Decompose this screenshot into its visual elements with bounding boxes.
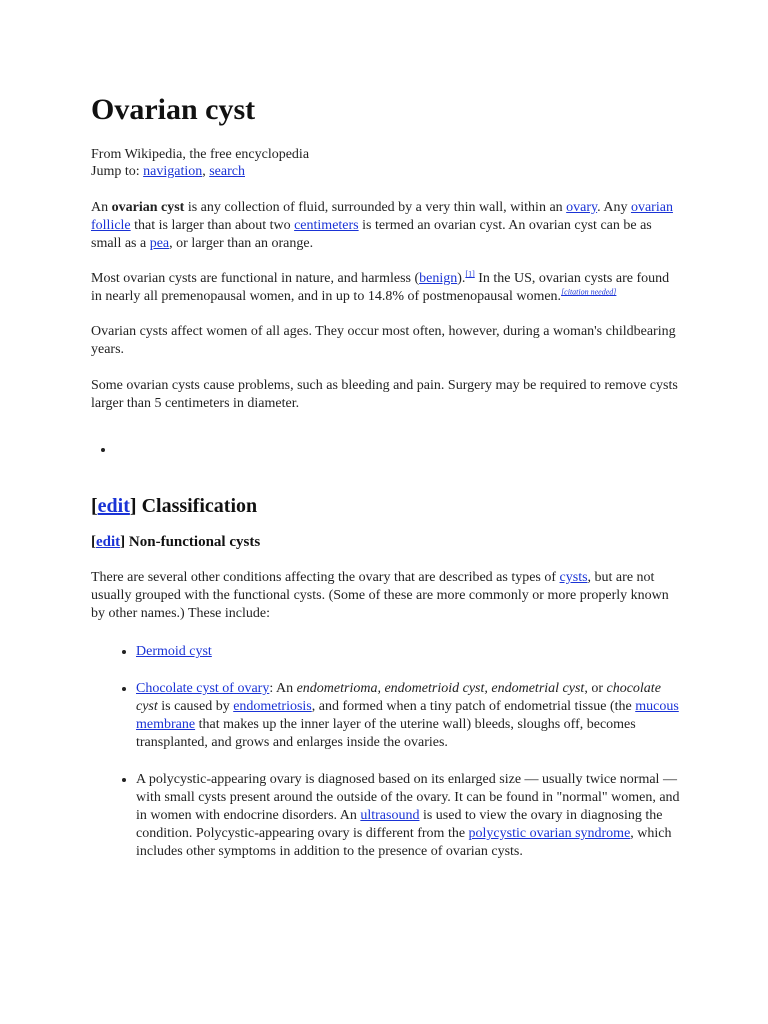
link-endometriosis[interactable]: endometriosis	[233, 699, 312, 714]
citation-needed-link[interactable]: [citation needed]	[561, 287, 617, 297]
cyst-types-list	[91, 643, 681, 861]
link-centimeters[interactable]: centimeters	[294, 218, 359, 233]
jump-links: Jump to: navigation, search	[91, 164, 245, 179]
term-bold: ovarian cyst	[111, 200, 185, 215]
link-mucous-membrane[interactable]: mucous membrane	[136, 699, 679, 732]
list-item-chocolate: • Chocolate cyst of ovary: An endometrioma, endometrioid cyst, endometrial cyst, or chocolate cyst is caused by endometriosis, and formed when a tiny patch of endometrial tissue (the mucous membrane that makes up the inner layer of the uterine wall) bleeds, sloughs off, becomes transplanted, and grows and enlarges inside the ovaries.	[136, 680, 681, 752]
intro-paragraph-2: Most ovarian cysts are functional in nature, and harmless (benign).[1] In the US, ovarian cysts are found in nearly all premenopausal women, and in up to 14.8% of postmenopausal women.[citation needed]	[91, 269, 670, 304]
section-title: Classification	[136, 495, 258, 517]
link-cysts[interactable]: cysts	[559, 570, 588, 585]
page-title: Ovarian cyst	[91, 93, 256, 126]
list-item-polycystic: • A polycystic-appearing ovary is diagnosed based on its enlarged size — usually twice normal —with small cysts present around the outside of the ovary. It can be found in "normal" women, and in women with endocrine disorders. An ultrasound is used to view the ovary in diagnosing the condition. Polycystic-appearing ovary is different from the polycystic ovarian syndrome, which includes other symptoms in addition to the presence of ovarian cysts.	[136, 771, 681, 861]
link-pea[interactable]: pea	[149, 236, 170, 251]
list-item-dermoid	[136, 643, 681, 661]
link-ovarian-follicle[interactable]: ovarian follicle	[91, 200, 673, 233]
nonfunctional-intro: There are several other conditions affecting the ovary that are described as types of cysts, but are not usually grouped with the functional cysts. (Some of these are more commonly or more properly known by other names.) These include:	[91, 570, 669, 621]
empty-bullet-list	[91, 441, 681, 459]
reference-1-link[interactable]: [1]	[465, 269, 475, 279]
tagline: From Wikipedia, the free encyclopedia	[91, 147, 310, 162]
empty-list-item	[115, 441, 681, 459]
link-polycystic-ovarian-syndrome[interactable]: polycystic ovarian syndrome	[468, 826, 631, 841]
intro-paragraph-3: Ovarian cysts affect women of all ages. They occur most often, however, during a woman's childbearing years.	[91, 324, 676, 357]
article	[91, 92, 681, 880]
edit-nonfunctional-link[interactable]: edit	[96, 534, 121, 550]
intro-paragraph-4: Some ovarian cysts cause problems, such as bleeding and pain. Surgery may be required to remove cysts larger than 5 centimeters in diameter.	[91, 378, 678, 411]
subsection-heading-nonfunctional: [edit] Non-functional cysts	[91, 534, 261, 550]
edit-classification-link[interactable]: edit	[97, 495, 130, 517]
link-benign[interactable]: benign	[419, 271, 458, 286]
jump-navigation-link[interactable]: navigation	[143, 164, 203, 179]
link-ovary[interactable]: ovary	[566, 200, 598, 215]
link-chocolate-cyst[interactable]: Chocolate cyst of ovary	[136, 681, 270, 696]
intro-paragraph-1: An ovarian cyst is any collection of fluid, surrounded by a very thin wall, within an ovary. Any ovarian follicle that is larger than about two centimeters is termed an ovarian cyst. An ovarian cyst can be as small as a pea, or larger than an orange.	[91, 200, 673, 251]
section-heading-classification: [edit] Classification	[91, 495, 258, 517]
jump-search-link[interactable]: search	[209, 164, 245, 179]
link-ultrasound[interactable]: ultrasound	[360, 808, 420, 823]
link-dermoid-cyst[interactable]: Dermoid cyst	[136, 644, 212, 659]
subsection-title: Non-functional cysts	[125, 534, 261, 550]
article-meta	[91, 146, 681, 180]
